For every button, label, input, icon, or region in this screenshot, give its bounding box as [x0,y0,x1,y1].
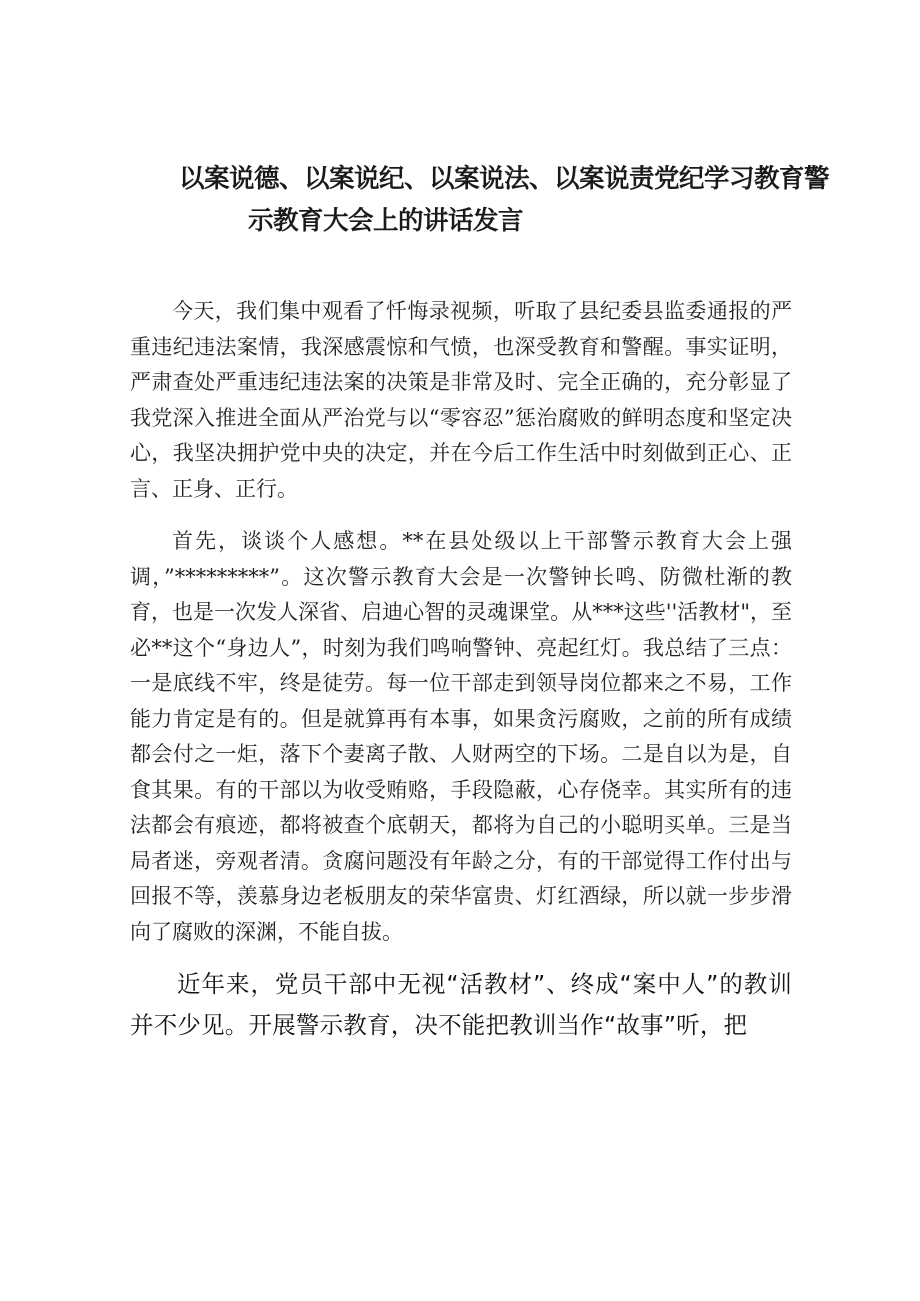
paragraph-reflections: 首先，谈谈个人感想。**在县处级以上干部警示教育大会上强调，”*********”。这次警示教育大会是一次警钟长鸣、防微杜渐的教育，也是一次发人深省、启迪心智的灵魂课堂。从***这些''活教材"，至必**这个“身边人”，时刻为我们鸣响警钟、亮起红灯。我总结了三点：一是底线不牢，终是徒劳。每一位干部走到领导岗位都来之不易，工作能力肯定是有的。但是就算再有本事，如果贪污腐败，之前的所有成绩都会付之一炬，落下个妻离子散、人财两空的下场。二是自以为是，自食其果。有的干部以为收受贿赂，手段隐蔽，心存侥幸。其实所有的违法都会有痕迹，都将被查个底朝天，都将为自己的小聪明买单。三是当局者迷，旁观者清。贪腐问题没有年龄之分，有的干部觉得工作付出与回报不等，羡慕身边老板朋友的荣华富贵、灯红酒绿，所以就一步步滑向了腐败的深渊，不能自拔。 [130,529,792,944]
title-line-2: 示教育大会上的讲话发言 [248,206,524,236]
title-line-1: 以案说德、以案说纪、以案说法、以案说责党纪学习教育警 [179,164,830,194]
document-body [130,294,792,1046]
paragraph-lessons: 近年来，党员干部中无视“活教材”、终成“案中人”的教训并不少见。开展警示教育，决不能把教训当作“故事”听，把 [130,970,792,1039]
document-title [130,158,830,242]
paragraph-intro: 今天，我们集中观看了忏悔录视频，听取了县纪委县监委通报的严重违纪违法案情，我深感震惊和气愤，也深受教育和警醒。事实证明，严肃查处严重违纪违法案的决策是非常及时、完全正确的，充分彰显了我党深入推进全面从严治党与以“零容忍”惩治腐败的鲜明态度和坚定决心，我坚决拥护党中央的决定，并在今后工作生活中时刻做到正心、正言、正身、正行。 [130,299,792,501]
